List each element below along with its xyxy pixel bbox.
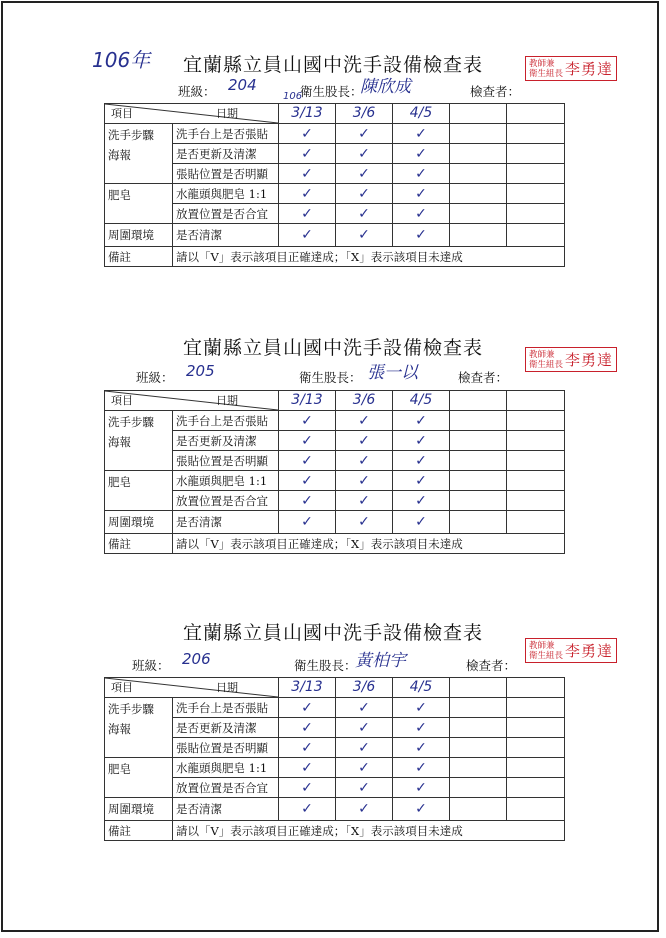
date-text: 4/5 [409, 392, 433, 408]
class-number: 204 [228, 76, 257, 94]
check-cell [507, 184, 565, 204]
check-cell [507, 798, 565, 821]
date-text: 3/13 [291, 679, 323, 695]
check-mark: ✓ [279, 451, 336, 471]
item-cell: 水龍頭與肥皂 1:1 [173, 758, 279, 778]
check-mark: ✓ [336, 144, 393, 164]
approval-stamp [525, 56, 617, 81]
handwritten-year-note: 106年 [92, 48, 151, 72]
class-label: 班級： [132, 658, 170, 673]
date-column-2 [336, 678, 393, 698]
inspection-form-206 [0, 610, 666, 910]
check-mark: ✓ [279, 798, 336, 821]
check-cell [507, 204, 565, 224]
check-mark: ✓ [393, 411, 450, 431]
date-header: 日期 [216, 681, 238, 694]
category-cell [105, 511, 173, 534]
stamp-name: 李勇達 [565, 642, 614, 660]
check-cell [507, 511, 565, 534]
category-cell [105, 224, 173, 247]
check-cell [450, 144, 507, 164]
category-line: 海報 [108, 435, 131, 449]
class-label: 班級： [136, 370, 174, 385]
category-line: 洗手步驟 [108, 702, 154, 716]
item-cell: 洗手台上是否張貼 [173, 698, 279, 718]
check-mark: ✓ [336, 511, 393, 534]
handwritten-date [336, 105, 392, 121]
check-mark: ✓ [336, 411, 393, 431]
date-text: 3/6 [352, 105, 376, 121]
check-mark: ✓ [279, 431, 336, 451]
date-text: 4/5 [409, 105, 433, 121]
check-mark: ✓ [393, 738, 450, 758]
check-mark: ✓ [393, 778, 450, 798]
date-header: 日期 [216, 107, 238, 120]
check-cell [450, 718, 507, 738]
class-label: 班級： [178, 84, 216, 99]
check-mark: ✓ [393, 758, 450, 778]
check-mark: ✓ [336, 738, 393, 758]
table-row [105, 738, 565, 758]
check-mark: ✓ [336, 431, 393, 451]
class-number: 206 [182, 650, 211, 668]
check-mark: ✓ [279, 738, 336, 758]
check-mark: ✓ [279, 778, 336, 798]
check-cell [507, 758, 565, 778]
category-cell [105, 471, 173, 511]
check-mark: ✓ [336, 491, 393, 511]
check-cell [450, 778, 507, 798]
check-mark: ✓ [336, 718, 393, 738]
health-leader-name: 黃柏宇 [355, 651, 406, 671]
check-mark: ✓ [336, 471, 393, 491]
table-row [105, 778, 565, 798]
check-cell [507, 224, 565, 247]
category-label: 周圍環境 [108, 228, 154, 242]
date-header: 日期 [216, 394, 238, 407]
check-cell [507, 738, 565, 758]
check-mark: ✓ [336, 758, 393, 778]
remark-label: 備註 [105, 821, 173, 841]
inspection-form-205 [0, 300, 666, 600]
category-label: 肥皂 [108, 475, 131, 489]
date-column-2 [336, 391, 393, 411]
class-number: 205 [186, 362, 215, 380]
handwritten-year: 106 [283, 91, 303, 102]
check-mark: ✓ [336, 224, 393, 247]
category-label: 肥皂 [108, 188, 131, 202]
date-item-header [105, 391, 279, 411]
handwritten-date [279, 91, 335, 121]
check-mark: ✓ [336, 184, 393, 204]
check-mark: ✓ [279, 698, 336, 718]
remark-label: 備註 [105, 247, 173, 267]
table-row [105, 471, 565, 491]
check-cell [507, 471, 565, 491]
health-leader-label: 衛生股長： [299, 370, 362, 385]
check-cell [507, 718, 565, 738]
inspector-label: 檢查者： [458, 370, 509, 385]
check-mark: ✓ [336, 204, 393, 224]
check-mark: ✓ [393, 124, 450, 144]
item-header: 項目 [111, 394, 133, 407]
category-cell [105, 184, 173, 224]
table-row [105, 144, 565, 164]
health-leader-name: 陳欣成 [360, 77, 411, 97]
form-title: 宜蘭縣立員山國中洗手設備檢查表 [182, 54, 483, 76]
table-row [105, 718, 565, 738]
category-line: 海報 [108, 148, 131, 162]
handwritten-date [393, 679, 449, 695]
check-mark: ✓ [393, 224, 450, 247]
table-row [105, 164, 565, 184]
check-mark: ✓ [393, 471, 450, 491]
health-leader-label: 衛生股長： [294, 658, 357, 673]
table-row [105, 411, 565, 431]
item-cell: 張貼位置是否明顯 [173, 164, 279, 184]
date-text: 3/13 [291, 392, 323, 408]
check-cell [450, 798, 507, 821]
item-cell: 是否清潔 [173, 798, 279, 821]
category-line: 海報 [108, 722, 131, 736]
stamp-name: 李勇達 [565, 351, 614, 369]
check-cell [450, 164, 507, 184]
date-text: 4/5 [409, 679, 433, 695]
category-cell [105, 798, 173, 821]
check-mark: ✓ [336, 124, 393, 144]
check-cell [507, 164, 565, 184]
check-cell [507, 144, 565, 164]
remark-text: 請以「V」表示該項目正確達成；「X」表示該項目未達成 [173, 534, 565, 554]
date-column-5 [507, 678, 565, 698]
table-row [105, 491, 565, 511]
health-leader-label: 衛生股長： [300, 84, 363, 99]
item-cell: 張貼位置是否明顯 [173, 738, 279, 758]
table-row [105, 798, 565, 821]
check-mark: ✓ [393, 718, 450, 738]
date-item-header [105, 104, 279, 124]
check-mark: ✓ [279, 411, 336, 431]
item-cell: 放置位置是否合宜 [173, 491, 279, 511]
handwritten-date [336, 392, 392, 408]
date-item-header [105, 678, 279, 698]
date-column-3 [393, 391, 450, 411]
check-mark: ✓ [336, 164, 393, 184]
check-cell [507, 698, 565, 718]
check-cell [450, 451, 507, 471]
item-cell: 洗手台上是否張貼 [173, 411, 279, 431]
table-row [105, 204, 565, 224]
remark-label: 備註 [105, 534, 173, 554]
check-mark: ✓ [279, 164, 336, 184]
check-mark: ✓ [279, 204, 336, 224]
check-mark: ✓ [393, 798, 450, 821]
check-cell [450, 758, 507, 778]
item-cell: 放置位置是否合宜 [173, 204, 279, 224]
check-cell [450, 124, 507, 144]
check-cell [450, 184, 507, 204]
remark-row [105, 821, 565, 841]
date-column-5 [507, 391, 565, 411]
check-mark: ✓ [279, 224, 336, 247]
check-mark: ✓ [393, 204, 450, 224]
check-mark: ✓ [279, 511, 336, 534]
date-column-3 [393, 678, 450, 698]
date-column-3 [393, 104, 450, 124]
remark-text: 請以「V」表示該項目正確達成；「X」表示該項目未達成 [173, 247, 565, 267]
item-header: 項目 [111, 681, 133, 694]
category-label: 周圍環境 [108, 802, 154, 816]
check-mark: ✓ [336, 451, 393, 471]
check-cell [450, 698, 507, 718]
category-cell [105, 411, 173, 471]
date-column-4 [450, 104, 507, 124]
handwritten-date [393, 392, 449, 408]
table-row [105, 758, 565, 778]
table-row [105, 124, 565, 144]
date-text: 3/6 [352, 679, 376, 695]
category-cell [105, 124, 173, 184]
check-mark: ✓ [279, 144, 336, 164]
check-mark: ✓ [279, 124, 336, 144]
category-label: 肥皂 [108, 762, 131, 776]
category-label: 周圍環境 [108, 515, 154, 529]
item-cell: 是否清潔 [173, 511, 279, 534]
stamp-line2: 衛生組長 [529, 650, 564, 661]
inspector-label: 檢查者： [470, 84, 521, 99]
inspection-table [104, 390, 565, 554]
check-mark: ✓ [336, 778, 393, 798]
date-column-5 [507, 104, 565, 124]
stamp-line1: 教師兼 [529, 58, 555, 69]
check-mark: ✓ [279, 184, 336, 204]
check-mark: ✓ [393, 184, 450, 204]
remark-text: 請以「V」表示該項目正確達成；「X」表示該項目未達成 [173, 821, 565, 841]
stamp-line1: 教師兼 [529, 640, 555, 651]
remark-row [105, 534, 565, 554]
date-column-1 [279, 91, 336, 124]
form-title: 宜蘭縣立員山國中洗手設備檢查表 [182, 622, 483, 644]
item-cell: 放置位置是否合宜 [173, 778, 279, 798]
item-cell: 洗手台上是否張貼 [173, 124, 279, 144]
handwritten-date [336, 679, 392, 695]
category-cell [105, 758, 173, 798]
inspector-label: 檢查者： [466, 658, 517, 673]
table-row [105, 511, 565, 534]
check-cell [450, 471, 507, 491]
item-cell: 水龍頭與肥皂 1:1 [173, 471, 279, 491]
category-line: 洗手步驟 [108, 128, 154, 142]
date-column-1 [279, 678, 336, 698]
check-cell [507, 491, 565, 511]
date-text: 3/6 [352, 392, 376, 408]
category-cell [105, 698, 173, 758]
check-mark: ✓ [393, 511, 450, 534]
check-cell [450, 224, 507, 247]
form-title: 宜蘭縣立員山國中洗手設備檢查表 [182, 337, 483, 359]
check-cell [507, 431, 565, 451]
date-column-4 [450, 678, 507, 698]
item-cell: 是否更新及清潔 [173, 144, 279, 164]
check-mark: ✓ [393, 698, 450, 718]
check-mark: ✓ [393, 451, 450, 471]
date-column-1 [279, 391, 336, 411]
check-mark: ✓ [279, 718, 336, 738]
category-line: 洗手步驟 [108, 415, 154, 429]
item-cell: 是否更新及清潔 [173, 431, 279, 451]
table-row [105, 224, 565, 247]
check-cell [450, 411, 507, 431]
item-cell: 是否清潔 [173, 224, 279, 247]
table-row [105, 184, 565, 204]
check-cell [507, 411, 565, 431]
remark-row [105, 247, 565, 267]
check-mark: ✓ [393, 164, 450, 184]
check-cell [507, 778, 565, 798]
check-mark: ✓ [393, 431, 450, 451]
check-cell [450, 738, 507, 758]
check-mark: ✓ [393, 144, 450, 164]
date-column-4 [450, 391, 507, 411]
stamp-line1: 教師兼 [529, 349, 555, 360]
check-cell [507, 124, 565, 144]
item-cell: 是否更新及清潔 [173, 718, 279, 738]
stamp-line2: 衛生組長 [529, 359, 564, 370]
approval-stamp [525, 347, 617, 372]
item-header: 項目 [111, 107, 133, 120]
table-row [105, 451, 565, 471]
handwritten-date [279, 392, 335, 408]
check-mark: ✓ [393, 491, 450, 511]
health-leader-name: 張一以 [367, 363, 418, 383]
item-cell: 張貼位置是否明顯 [173, 451, 279, 471]
check-cell [450, 431, 507, 451]
stamp-line2: 衛生組長 [529, 68, 564, 79]
check-mark: ✓ [279, 758, 336, 778]
check-mark: ✓ [336, 798, 393, 821]
date-text: 3/13 [291, 105, 323, 121]
handwritten-date [279, 679, 335, 695]
stamp-name: 李勇達 [565, 60, 614, 78]
check-cell [507, 451, 565, 471]
check-mark: ✓ [279, 471, 336, 491]
check-cell [450, 491, 507, 511]
item-cell: 水龍頭與肥皂 1:1 [173, 184, 279, 204]
check-mark: ✓ [336, 698, 393, 718]
table-row [105, 698, 565, 718]
date-column-2 [336, 104, 393, 124]
check-mark: ✓ [279, 491, 336, 511]
table-row [105, 431, 565, 451]
check-cell [450, 204, 507, 224]
handwritten-date [393, 105, 449, 121]
inspection-table [104, 677, 565, 841]
check-cell [450, 511, 507, 534]
approval-stamp [525, 638, 617, 663]
